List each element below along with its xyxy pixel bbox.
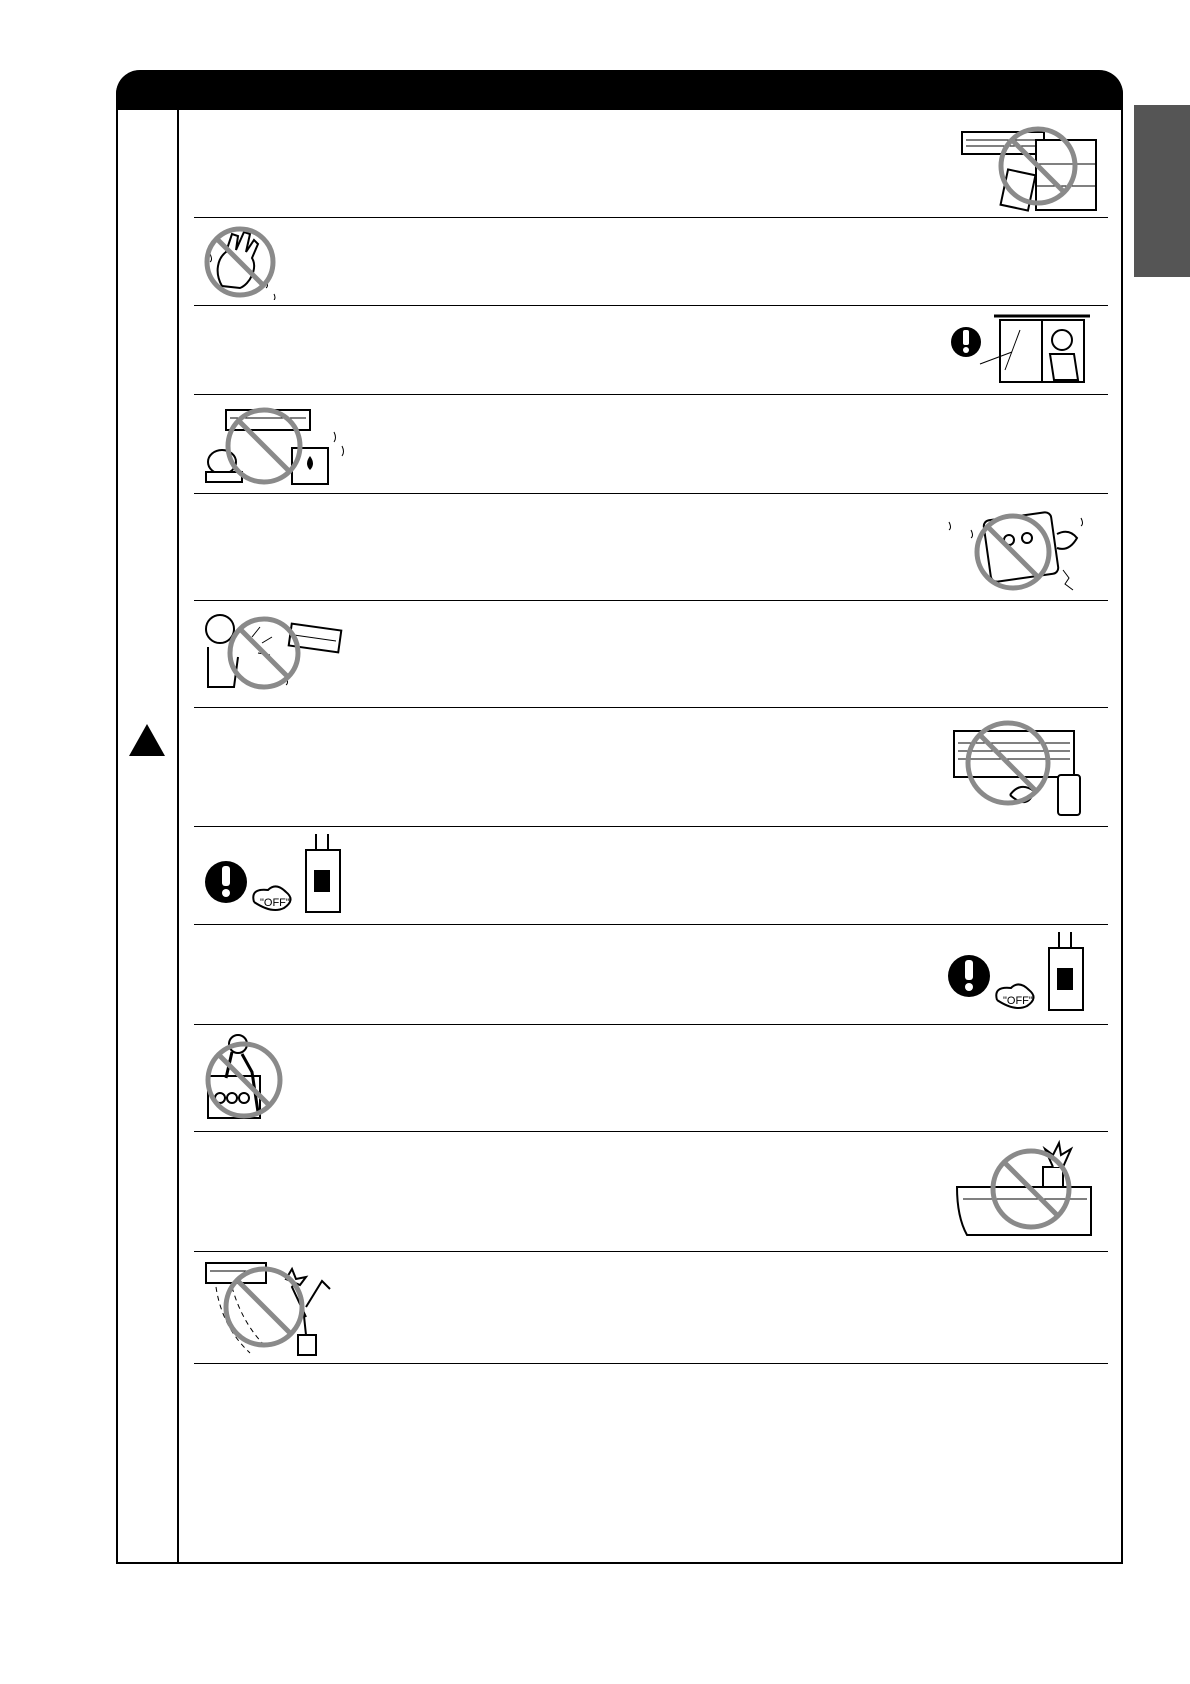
off-label: "OFF" (1003, 995, 1033, 1007)
illustration-wet-hands (200, 224, 285, 300)
illustration-opening-window (950, 310, 1100, 388)
off-label: "OFF" (260, 897, 290, 909)
exclamation-icon (948, 955, 990, 997)
illustration-airflow-on-plant (202, 1257, 352, 1361)
row-divider (194, 305, 1108, 306)
illustration-person-on-unit (202, 1032, 290, 1124)
illustration-unit-above-furniture (958, 120, 1103, 212)
column-divider (177, 110, 179, 1564)
exclamation-icon (205, 861, 247, 903)
row-divider (194, 493, 1108, 494)
warning-triangle-icon (129, 724, 165, 756)
row-divider (194, 924, 1108, 925)
illustration-person-spraying (202, 607, 352, 695)
row-divider (194, 1131, 1108, 1132)
row-divider (194, 1363, 1108, 1364)
illustration-breaker-off-2 (945, 932, 1095, 1016)
row-divider (194, 394, 1108, 395)
row-divider (194, 600, 1108, 601)
section-tab (1134, 105, 1190, 277)
prohibition-circle-icon (230, 619, 298, 687)
illustration-kettle-heater (202, 402, 352, 486)
illustration-breaker-off (202, 834, 352, 918)
row-divider (194, 707, 1108, 708)
illustration-spray-near-unit (950, 717, 1100, 821)
row-divider (194, 826, 1108, 827)
row-divider (194, 1251, 1108, 1252)
illustration-water-on-unit (945, 504, 1095, 596)
illustration-plant-on-unit (953, 1137, 1103, 1241)
row-divider (194, 217, 1108, 218)
row-divider (194, 1024, 1108, 1025)
exclamation-icon (951, 327, 981, 357)
header-bar (116, 70, 1123, 110)
